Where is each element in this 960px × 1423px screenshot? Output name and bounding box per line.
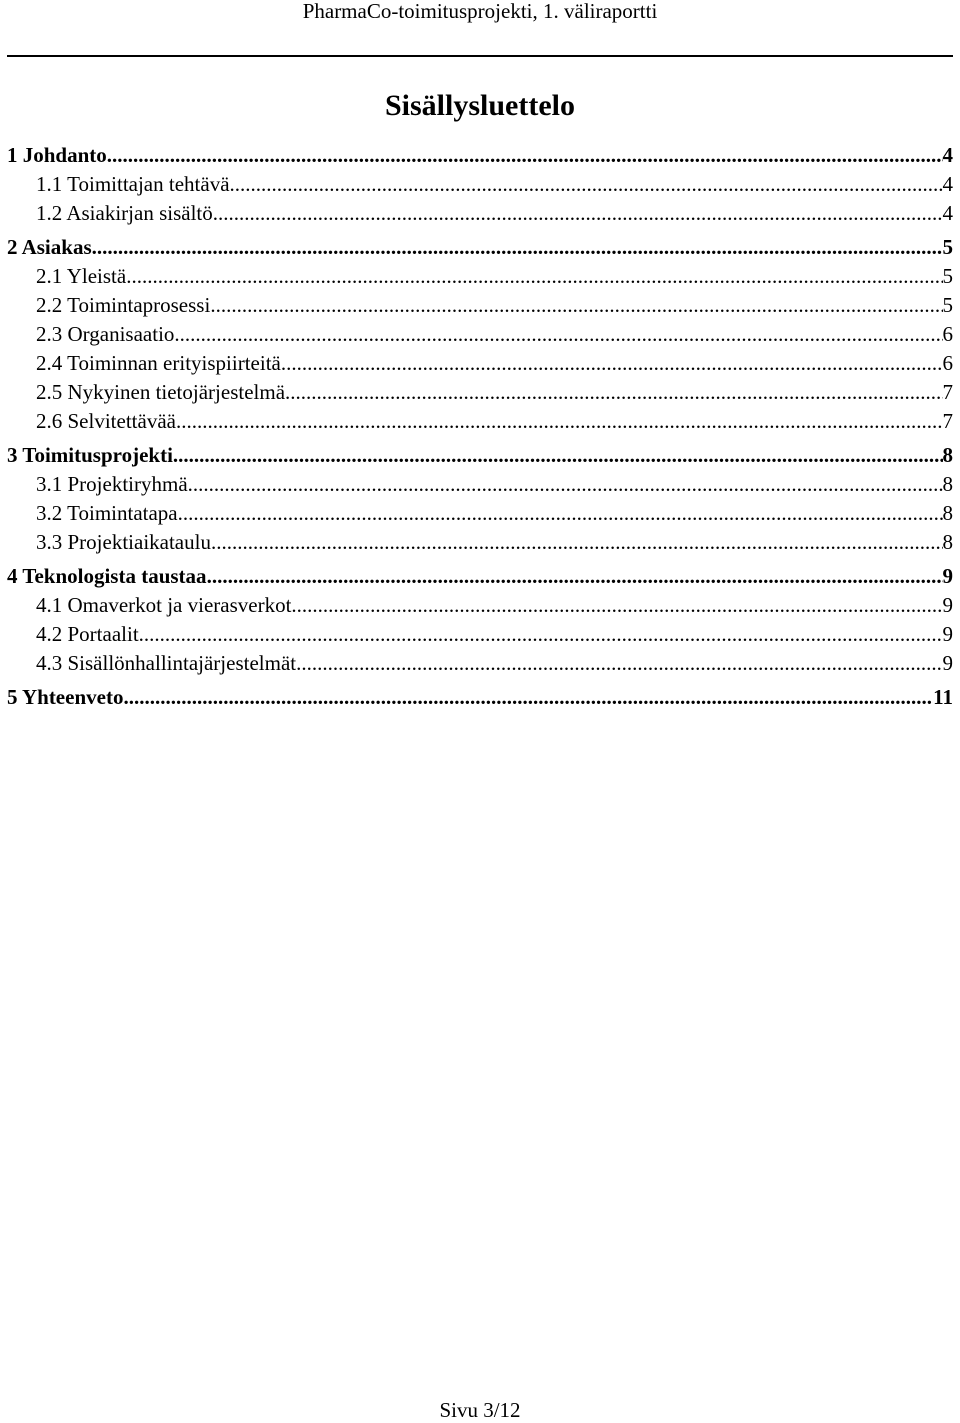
toc-dot-leader (173, 441, 943, 470)
toc-entry-label: 3 Toimitusprojekti (7, 443, 173, 467)
toc-entry[interactable] (7, 683, 953, 712)
toc-entry-page-number: 8 (942, 501, 953, 525)
toc-entry-label: 4.2 Portaalit (36, 622, 139, 646)
toc-entry-page-number: 8 (942, 443, 953, 467)
toc-dot-leader (285, 378, 942, 407)
toc-entry-page-number: 6 (942, 351, 953, 375)
toc-dot-leader (139, 620, 943, 649)
toc-entry[interactable] (7, 170, 953, 199)
toc-entry-label: 4.3 Sisällönhallintajärjestelmät (36, 651, 297, 675)
toc-entry-label: 4 Teknologista taustaa (7, 564, 207, 588)
toc-dot-leader (211, 528, 943, 557)
toc-entry-page-number: 7 (942, 409, 953, 433)
toc-entry[interactable] (7, 528, 953, 557)
toc-dot-leader (296, 649, 942, 678)
toc-entry-page-number: 7 (942, 380, 953, 404)
toc-dot-leader (107, 141, 943, 170)
toc-entry[interactable] (7, 141, 953, 170)
toc-entry[interactable] (7, 562, 953, 591)
toc-dot-leader (213, 199, 943, 228)
toc-dot-leader (126, 262, 942, 291)
toc-dot-leader (230, 170, 943, 199)
toc-entry-label: 2.6 Selvitettävää (36, 409, 176, 433)
toc-entry[interactable] (7, 649, 953, 678)
toc-dot-leader (281, 349, 943, 378)
toc-entry-page-number: 4 (942, 143, 953, 167)
toc-entry-label: 2.4 Toiminnan erityispiirteitä (36, 351, 281, 375)
toc-entry-page-number: 8 (942, 530, 953, 554)
toc-entry[interactable] (7, 320, 953, 349)
toc-dot-leader (207, 562, 943, 591)
toc-entry-page-number: 9 (942, 622, 953, 646)
page-footer: Sivu 3/12 (439, 1398, 521, 1422)
toc-entry-page-number: 5 (942, 235, 953, 259)
toc-dot-leader (210, 291, 942, 320)
header-rule (7, 55, 953, 57)
toc-entry[interactable] (7, 349, 953, 378)
toc-entry[interactable] (7, 233, 953, 262)
toc-entry-label: 2 Asiakas (7, 235, 92, 259)
toc-dot-leader (123, 683, 933, 712)
toc-entry[interactable] (7, 620, 953, 649)
toc-dot-leader (178, 499, 943, 528)
toc-entry-page-number: 4 (942, 172, 953, 196)
toc-entry-page-number: 6 (942, 322, 953, 346)
toc-entry[interactable] (7, 470, 953, 499)
toc-entry[interactable] (7, 407, 953, 436)
toc-entry[interactable] (7, 291, 953, 320)
toc-entry[interactable] (7, 591, 953, 620)
toc-entry[interactable] (7, 499, 953, 528)
toc-entry[interactable] (7, 199, 953, 228)
toc-entry-page-number: 9 (942, 593, 953, 617)
toc-entry-page-number: 9 (942, 564, 953, 588)
toc-entry[interactable] (7, 441, 953, 470)
toc-entry-label: 1.1 Toimittajan tehtävä (36, 172, 230, 196)
toc-dot-leader (188, 470, 943, 499)
toc-entry[interactable] (7, 262, 953, 291)
toc-entry-label: 2.3 Organisaatio (36, 322, 175, 346)
toc-dot-leader (92, 233, 943, 262)
toc-dot-leader (174, 320, 942, 349)
toc-entry-label: 3.2 Toimintatapa (36, 501, 178, 525)
toc-title: Sisällysluettelo (384, 89, 575, 122)
toc-entry-label: 2.5 Nykyinen tietojärjestelmä (36, 380, 286, 404)
toc-entry[interactable] (7, 378, 953, 407)
toc-entry-page-number: 5 (942, 293, 953, 317)
toc-entry-page-number: 5 (942, 264, 953, 288)
toc-dot-leader (291, 591, 942, 620)
toc-dot-leader (176, 407, 943, 436)
toc-entry-label: 2.1 Yleistä (36, 264, 127, 288)
toc-entry-label: 4.1 Omaverkot ja vierasverkot (36, 593, 292, 617)
toc-entry-page-number: 4 (942, 201, 953, 225)
toc-entry-label: 1.2 Asiakirjan sisältö (36, 201, 213, 225)
toc-entry-label: 1 Johdanto (7, 143, 107, 167)
table-of-contents (7, 141, 953, 712)
toc-entry-label: 2.2 Toimintaprosessi (36, 293, 211, 317)
page-header: PharmaCo-toimitusprojekti, 1. väliraportti (302, 0, 658, 23)
toc-entry-label: 3.1 Projektiryhmä (36, 472, 188, 496)
toc-entry-page-number: 11 (933, 685, 953, 709)
toc-entry-label: 3.3 Projektiaikataulu (36, 530, 211, 554)
toc-entry-label: 5 Yhteenveto (7, 685, 124, 709)
toc-entry-page-number: 8 (942, 472, 953, 496)
toc-entry-page-number: 9 (942, 651, 953, 675)
